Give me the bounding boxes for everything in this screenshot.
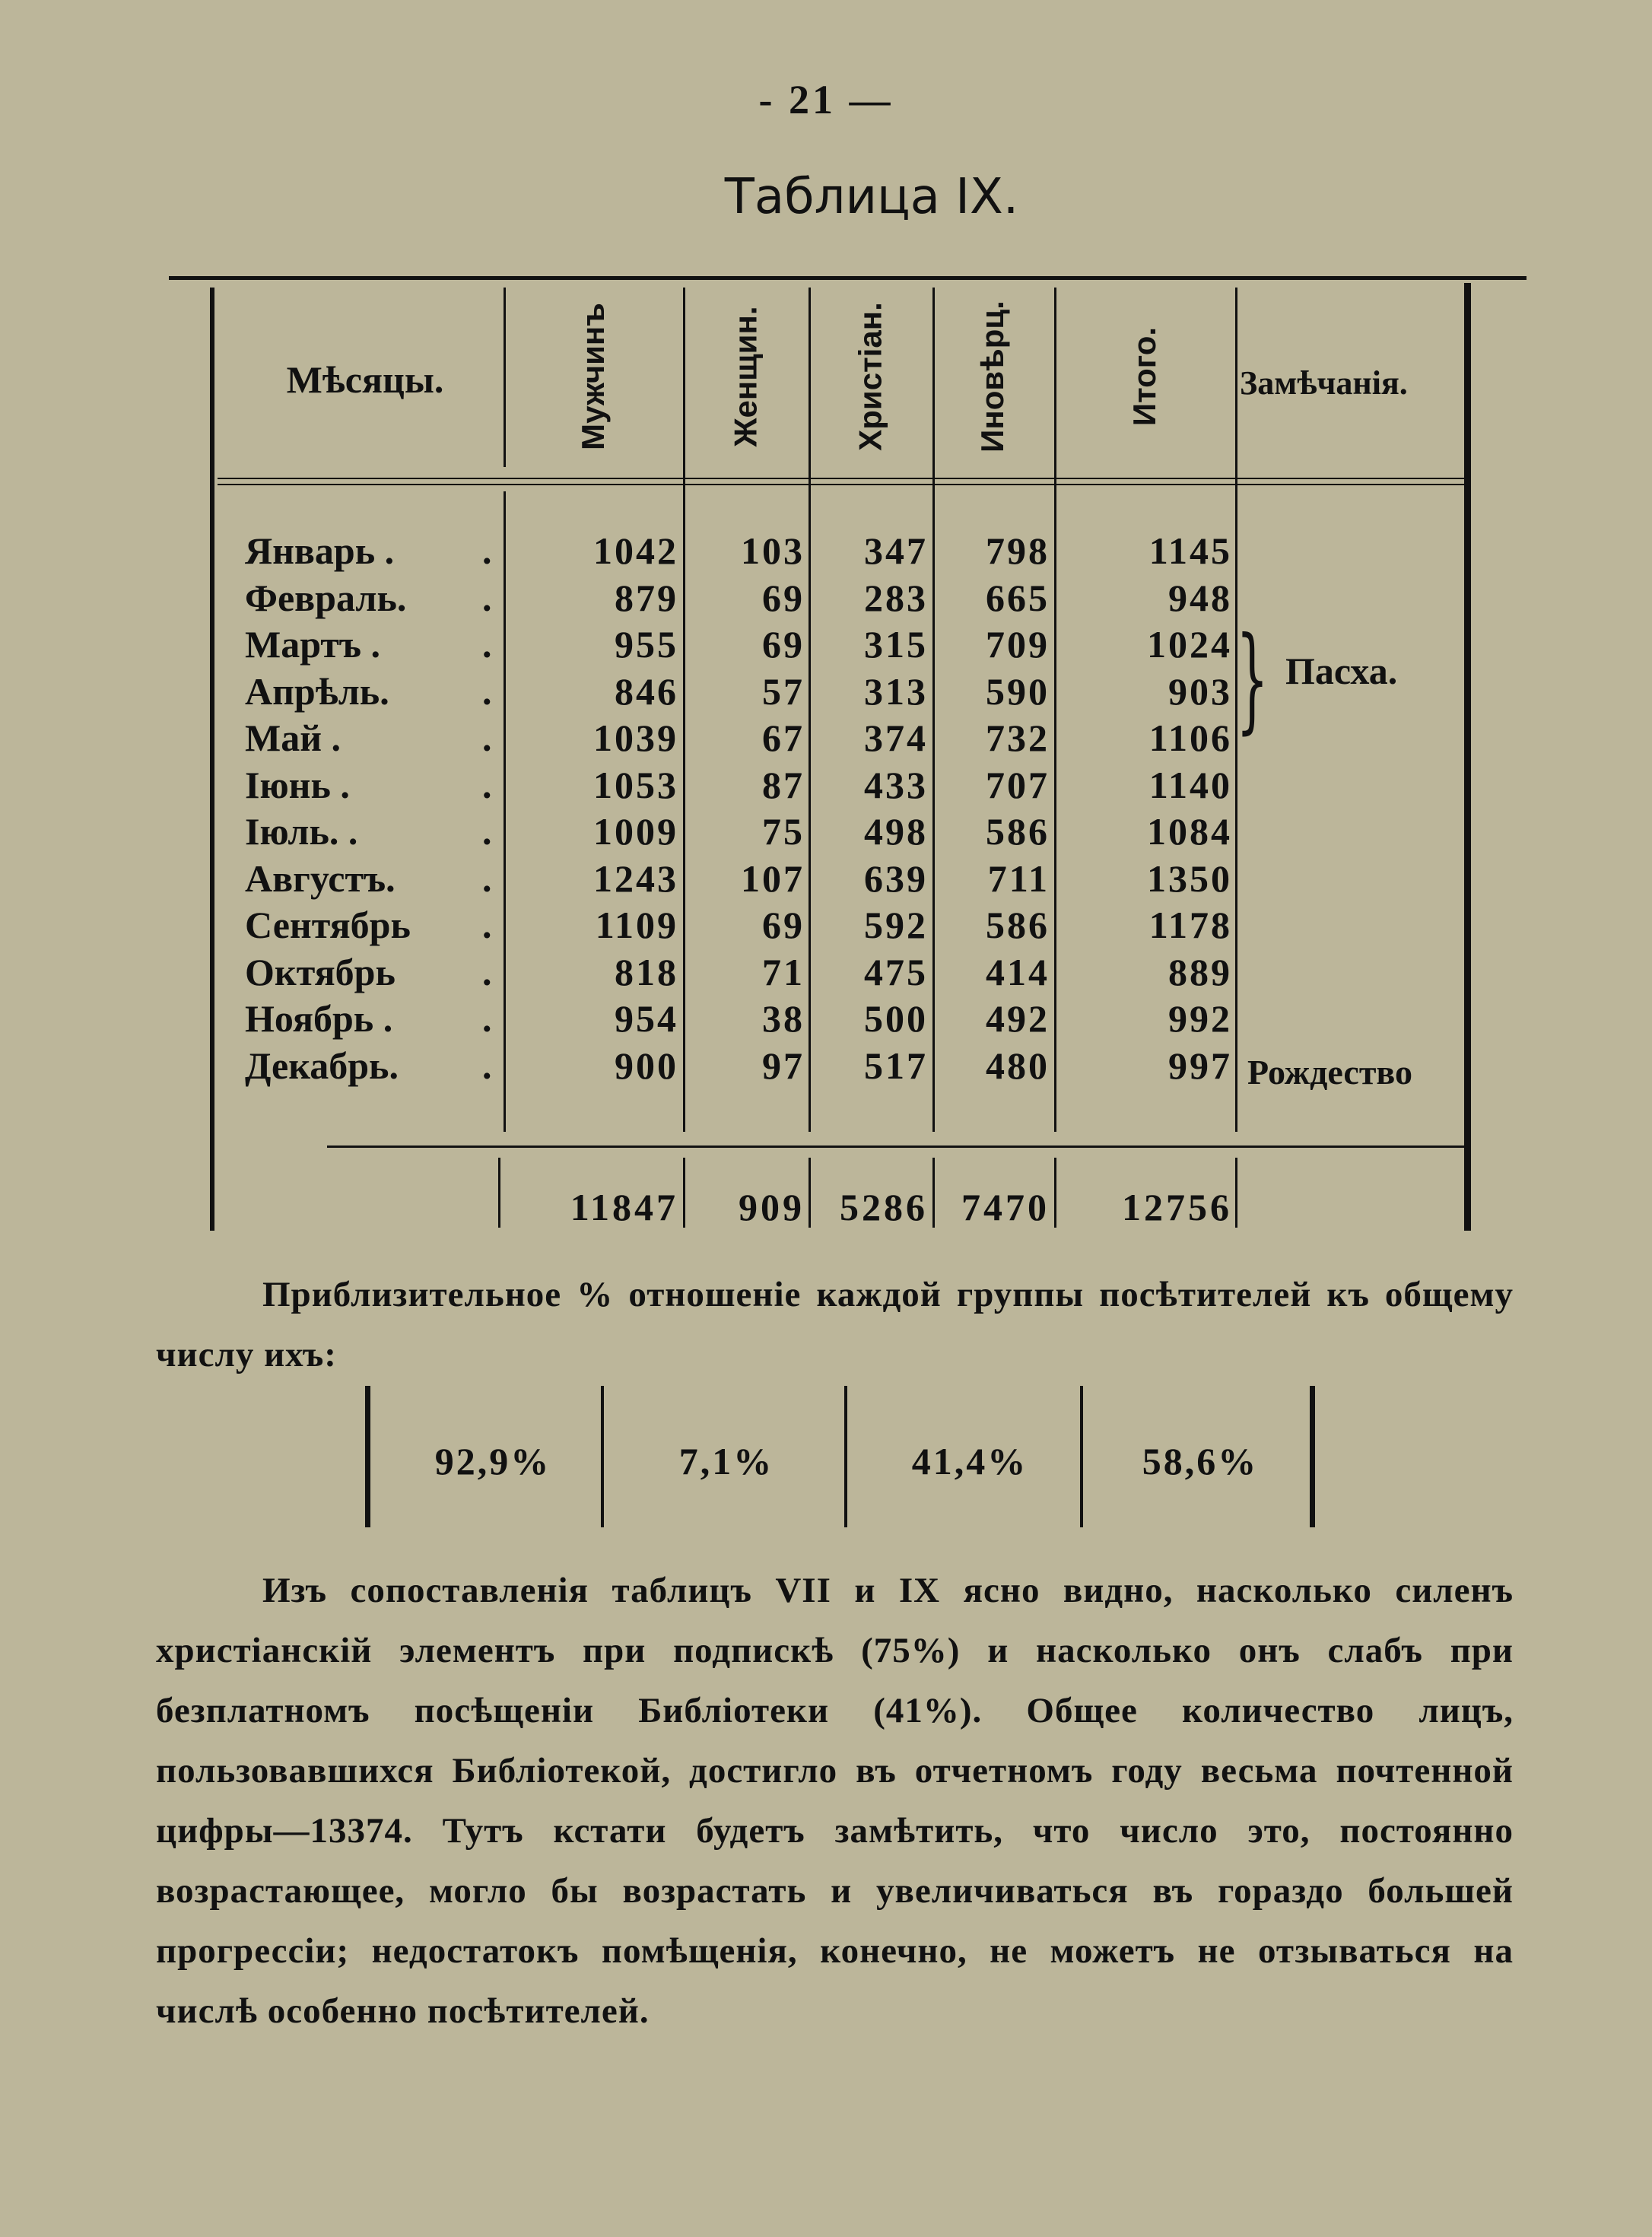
leader-dot: .: [482, 763, 492, 806]
men-cell: 818: [615, 950, 678, 993]
women-cell: 67: [762, 717, 805, 759]
table-row: [0, 903, 1652, 949]
women-cell: 97: [762, 1044, 805, 1087]
women-cell: 69: [762, 576, 805, 619]
table-row: [0, 716, 1652, 761]
pct-christians: 41,4%: [911, 1440, 1028, 1482]
total-women: 909: [739, 1186, 805, 1228]
month-cell: Декабрь.: [245, 1044, 399, 1087]
leader-dot: .: [482, 1044, 492, 1087]
table-row: [0, 950, 1652, 996]
christians-cell: 517: [864, 1044, 928, 1087]
others-cell: 414: [986, 950, 1050, 993]
totals-row: [0, 1185, 1652, 1231]
christians-cell: 315: [864, 623, 928, 666]
total-cell: 948: [1168, 576, 1232, 619]
total-cell: 1084: [1147, 810, 1232, 853]
christians-cell: 313: [864, 669, 928, 713]
leader-dot: .: [482, 904, 492, 946]
total-cell: 1106: [1148, 717, 1232, 759]
women-cell: 69: [762, 904, 805, 946]
women-cell: 71: [762, 950, 805, 993]
christians-cell: 500: [864, 997, 928, 1040]
header-months: Мѣсяцы.: [286, 358, 444, 401]
month-cell: Августъ.: [245, 856, 396, 900]
table-row: [0, 669, 1652, 715]
header-others: Иновѣрц.: [974, 300, 1010, 453]
men-cell: 954: [615, 997, 678, 1040]
leader-dot: .: [482, 997, 492, 1040]
remark-easter: Пасха.: [1285, 650, 1398, 692]
table-row: [0, 996, 1652, 1042]
christians-cell: 592: [864, 904, 928, 946]
month-cell: Мартъ .: [245, 623, 381, 666]
total-cell: 903: [1168, 669, 1232, 713]
others-cell: 590: [986, 669, 1050, 713]
women-cell: 38: [762, 997, 805, 1040]
percent-intro: Приблизительное % отношенiе каждой группы посѣтителей къ общему числу ихъ:: [156, 1275, 1514, 1374]
total-cell: 889: [1168, 950, 1232, 993]
women-cell: 103: [741, 529, 805, 572]
month-cell: Октябрь: [245, 950, 396, 993]
table-row: [0, 622, 1652, 668]
table-row: [0, 529, 1652, 574]
others-cell: 732: [986, 717, 1050, 759]
men-cell: 900: [615, 1044, 678, 1087]
leader-dot: .: [482, 529, 492, 572]
others-cell: 586: [986, 810, 1050, 853]
leader-dot: .: [482, 623, 492, 666]
header-christians: Христiан.: [853, 302, 889, 451]
christians-cell: 433: [864, 763, 928, 806]
table-row: [0, 576, 1652, 621]
men-cell: 1109: [595, 904, 678, 946]
men-cell: 879: [615, 576, 678, 619]
month-cell: Сентябрь: [245, 904, 411, 946]
women-cell: 75: [762, 810, 805, 853]
pct-divider-2: [844, 1386, 847, 1527]
month-cell: Ноябрь .: [245, 997, 393, 1040]
others-cell: 480: [986, 1044, 1050, 1087]
total-cell: 997: [1168, 1044, 1232, 1087]
others-cell: 798: [986, 529, 1050, 572]
header-women: Женщин.: [727, 306, 764, 447]
men-cell: 846: [615, 669, 678, 713]
pct-women: 7,1%: [678, 1440, 774, 1482]
total-christians: 5286: [840, 1186, 928, 1228]
christians-cell: 498: [864, 810, 928, 853]
others-cell: 709: [986, 623, 1050, 666]
christians-cell: 283: [864, 576, 928, 619]
total-cell: 1024: [1147, 623, 1232, 666]
table-row: [0, 856, 1652, 902]
total-cell: 1145: [1148, 529, 1232, 572]
total-others: 7470: [961, 1186, 1050, 1228]
month-cell: Февраль.: [245, 576, 407, 619]
leader-dot: .: [482, 810, 492, 853]
month-cell: Январь .: [245, 529, 395, 572]
women-cell: 87: [762, 763, 805, 806]
header-men: Мужчинъ: [575, 303, 611, 450]
total-cell: 992: [1168, 997, 1232, 1040]
header-double-rule-1: [218, 478, 1465, 479]
men-cell: 1042: [593, 529, 678, 572]
women-cell: 57: [762, 669, 805, 713]
month-cell: Iюль. .: [245, 810, 358, 853]
total-men: 11847: [570, 1186, 678, 1228]
table-row: [0, 763, 1652, 809]
others-cell: 711: [987, 856, 1050, 900]
month-cell: Май .: [245, 717, 342, 759]
christians-cell: 475: [864, 950, 928, 993]
others-cell: 707: [986, 763, 1050, 806]
header-total: Итого.: [1126, 326, 1162, 427]
total-cell: 1178: [1148, 904, 1232, 946]
pct-men: 92,9%: [434, 1440, 551, 1482]
pct-others: 58,6%: [1142, 1440, 1259, 1482]
leader-dot: .: [482, 856, 492, 900]
men-cell: 1053: [593, 763, 678, 806]
table-top-rule: [169, 276, 1527, 280]
leader-dot: .: [482, 576, 492, 619]
men-cell: 1009: [593, 810, 678, 853]
leader-dot: .: [482, 950, 492, 993]
women-cell: 69: [762, 623, 805, 666]
table-row: [0, 809, 1652, 855]
total-cell: 1350: [1147, 856, 1232, 900]
month-cell: Апрѣль.: [245, 669, 389, 713]
totals-rule: [327, 1146, 1464, 1148]
others-cell: 665: [986, 576, 1050, 619]
pct-divider-0: [365, 1386, 370, 1527]
page-number: - 21 —: [758, 77, 894, 122]
women-cell: 107: [741, 856, 805, 900]
christians-cell: 374: [864, 717, 928, 759]
total-cell: 1140: [1148, 763, 1232, 806]
christians-cell: 347: [864, 529, 928, 572]
table-title: Таблица IX.: [724, 169, 1019, 225]
header-remarks: Замѣчанiя.: [1240, 364, 1408, 402]
men-cell: 955: [615, 623, 678, 666]
easter-brace: }: [1236, 613, 1269, 745]
men-cell: 1243: [593, 856, 678, 900]
leader-dot: .: [482, 669, 492, 713]
remark-christmas: Рождество: [1247, 1053, 1412, 1091]
others-cell: 492: [986, 997, 1050, 1040]
total-total: 12756: [1122, 1186, 1232, 1228]
men-cell: 1039: [593, 717, 678, 759]
others-cell: 586: [986, 904, 1050, 946]
leader-dot: .: [482, 717, 492, 759]
month-cell: Iюнь .: [245, 763, 350, 806]
header-double-rule-2: [218, 484, 1465, 485]
body-paragraph: Изъ сопоставленiя таблицъ VII и IX ясно видно, насколько силенъ христiанскiй элементъ при подпискѣ (75%) и насколько онъ слабъ при безплатномъ посѣщенiи Библiотеки (41%). Общее количество лицъ, пользовавшихся Библiотекой, достигло въ отчетномъ году весьма почтенной цифры—13374. Тутъ кстати будетъ замѣтить, что число это, постоянно возрастающее, могло бы возрастать и увеличиваться въ гораздо большей прогрессiи; недостатокъ помѣщенiя, конечно, не можетъ не отзываться на числѣ особенно посѣтителей.: [156, 1571, 1514, 2031]
christians-cell: 639: [864, 856, 928, 900]
